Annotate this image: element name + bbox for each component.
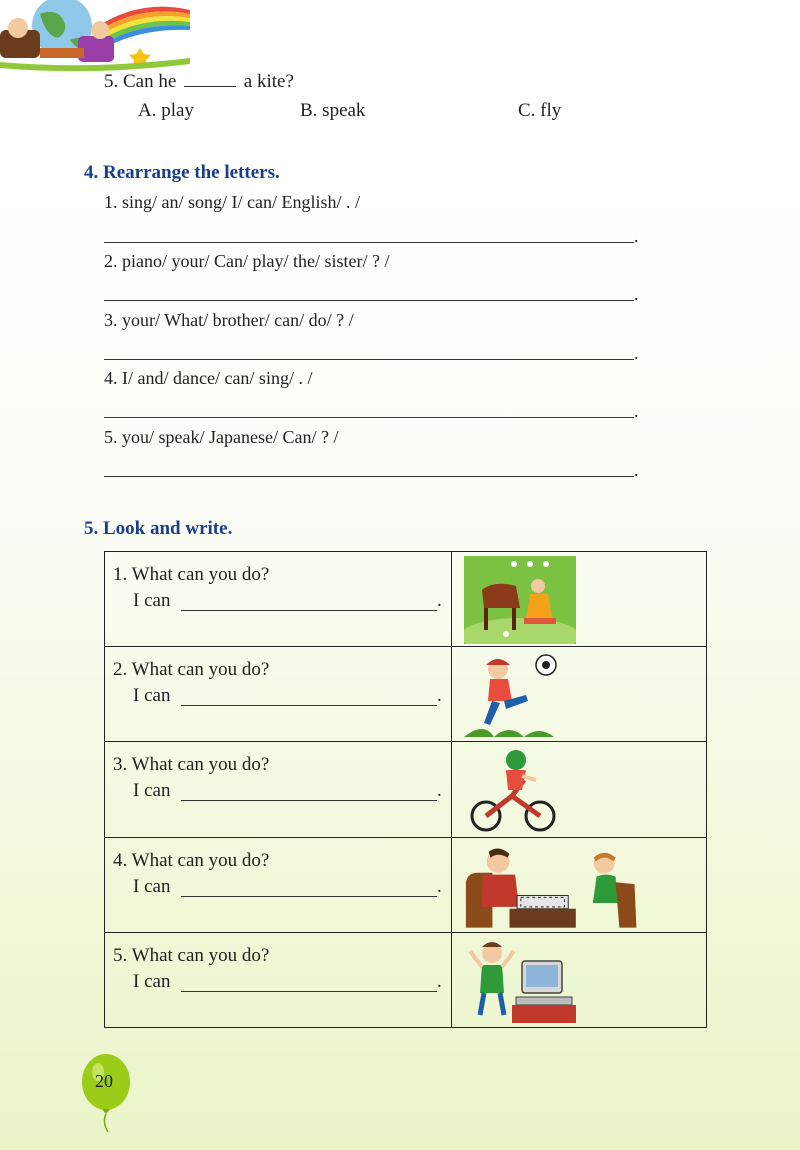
answer-end-2: . (634, 284, 639, 304)
answer-blank[interactable] (181, 896, 437, 897)
rearrange-item-4: 4. I/ and/ dance/ can/ sing/ . / (104, 368, 313, 388)
answer-line-5[interactable] (104, 476, 634, 477)
header-illustration (0, 0, 190, 72)
chess-players-picture (464, 842, 644, 930)
section-4-title: 4. Rearrange the letters. (84, 162, 280, 183)
question-cell (105, 742, 452, 837)
answer-end-1: . (634, 226, 639, 246)
question-text: 1. What can you do? (113, 564, 270, 585)
answer-line-1[interactable] (104, 242, 634, 243)
answer-line-2[interactable] (104, 300, 634, 301)
answer-line-4[interactable] (104, 417, 634, 418)
computer-man-picture (464, 937, 576, 1025)
question-5-suffix: a kite? (243, 71, 294, 92)
question-cell (105, 647, 452, 742)
question-text: 5. What can you do? (113, 944, 270, 966)
picture-cell (452, 742, 707, 837)
answer-line-3[interactable] (104, 359, 634, 360)
answer-blank[interactable] (181, 991, 437, 992)
answer-end-4: . (634, 401, 639, 421)
rearrange-item-2: 2. piano/ your/ Can/ play/ the/ sister/ ? / (104, 251, 390, 271)
table-row (105, 932, 707, 1027)
option-a[interactable]: A. play (138, 100, 194, 121)
answer-prefix: I can (133, 590, 171, 611)
option-c[interactable]: C. fly (518, 100, 562, 121)
answer-prefix: I can (133, 875, 171, 897)
answer-prefix: I can (133, 780, 171, 802)
question-5-prefix: 5. Can he (104, 71, 177, 92)
page-number: 20 (95, 1071, 113, 1091)
question-text: 4. What can you do? (113, 849, 270, 871)
table-row (105, 837, 707, 932)
answer-blank[interactable] (181, 705, 437, 706)
rearrange-item-1: 1. sing/ an/ song/ I/ can/ English/ . / (104, 192, 360, 212)
question-cell (105, 837, 452, 932)
question-cell (105, 552, 452, 647)
picture-cell (452, 552, 707, 647)
section-5-title: 5. Look and write. (84, 518, 233, 539)
question-cell (105, 932, 452, 1027)
answer-prefix: I can (133, 970, 171, 992)
answer-end: . (437, 685, 442, 707)
rearrange-item-5: 5. you/ speak/ Japanese/ Can/ ? / (104, 427, 339, 447)
question-text: 2. What can you do? (113, 659, 270, 681)
answer-end: . (437, 970, 442, 992)
balloon-icon (80, 1052, 132, 1132)
answer-end: . (437, 780, 442, 802)
answer-end-3: . (634, 343, 639, 363)
bike-rider-picture (464, 746, 576, 834)
answer-end-5: . (634, 460, 639, 480)
table-row (105, 647, 707, 742)
football-boy-picture (464, 651, 576, 739)
answer-blank[interactable] (181, 800, 437, 801)
picture-cell (452, 932, 707, 1027)
answer-prefix: I can (133, 685, 171, 707)
option-b[interactable]: B. speak (300, 100, 366, 121)
table-row (105, 742, 707, 837)
question-5-blank[interactable] (184, 86, 236, 87)
rearrange-item-3: 3. your/ What/ brother/ can/ do/ ? / (104, 310, 354, 330)
piano-girl-picture (464, 556, 576, 644)
question-text: 3. What can you do? (113, 754, 270, 776)
answer-blank[interactable] (181, 610, 437, 611)
look-and-write-table (104, 551, 707, 1028)
answer-end: . (437, 875, 442, 897)
picture-cell (452, 837, 707, 932)
picture-cell (452, 647, 707, 742)
answer-end: . (437, 590, 442, 611)
table-row (105, 552, 707, 647)
question-5 (104, 71, 294, 93)
